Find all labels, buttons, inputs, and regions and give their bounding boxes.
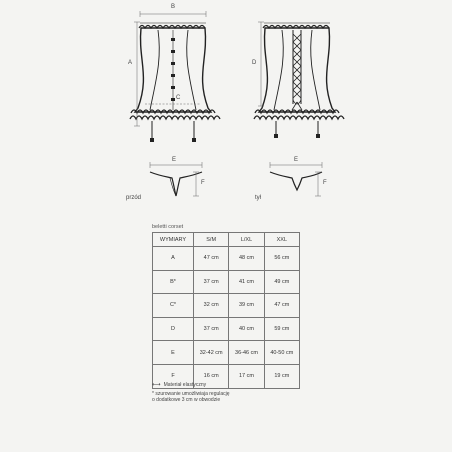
dim-label-c: C [176,95,181,101]
table-cell: 19 cm [264,364,299,388]
table-cell: 59 cm [264,317,299,341]
dim-label-e-back: E [294,157,299,163]
table-row [153,317,300,341]
legend-elastic-row [152,382,230,388]
product-name: beletti corset [152,224,184,230]
size-table [152,232,300,389]
table-cell: 47 cm [194,247,229,271]
caption-back: tył [255,195,261,201]
table-cell: 32 cm [194,294,229,318]
dim-label-f-front: F [201,180,205,186]
dim-label-d: D [252,60,257,66]
thong-back-drawing [270,172,322,190]
elastic-arrow-icon: ⟷ [152,382,160,388]
table-cell: 40 cm [229,317,264,341]
header-cell: S/M [194,233,229,247]
table-cell: 16 cm [194,364,229,388]
dim-label-a: A [128,60,133,66]
thong-back-dimension-lines [270,162,322,196]
table-row [153,270,300,294]
back-dimension-lines [258,22,264,106]
table-cell: 37 cm [194,270,229,294]
header-cell: WYMIARY [153,233,194,247]
dim-label-f-back: F [323,180,327,186]
corset-front-drawing [130,23,220,142]
table-cell: 39 cm [229,294,264,318]
caption-front: przód [126,195,142,201]
table-cell: 36-46 cm [229,341,264,365]
table-cell: 32-42 cm [194,341,229,365]
table-cell: D [153,317,194,341]
legend-note-line2: o dodatkowe 3 cm w obwodzie [152,397,221,403]
legend-elastic-label: Materiał elastyczny [163,382,207,388]
table-cell: F [153,364,194,388]
table-cell: 17 cm [229,364,264,388]
header-cell: L/XL [229,233,264,247]
legend [152,382,230,403]
header-cell: XXL [264,233,299,247]
legend-note-line1: * szurowanie umożliwiaja regulację [152,391,230,397]
table-row [153,247,300,271]
table-cell: 41 cm [229,270,264,294]
table-cell: B* [153,270,194,294]
table-row [153,341,300,365]
table-row [153,294,300,318]
size-table-header-row [153,233,300,247]
table-cell: E [153,341,194,365]
thong-front-drawing [150,172,202,196]
table-cell: 47 cm [264,294,299,318]
table-cell: 40-50 cm [264,341,299,365]
thong-front-dimension-lines [150,162,202,196]
table-cell: 37 cm [194,317,229,341]
table-cell: C* [153,294,194,318]
table-cell: 56 cm [264,247,299,271]
table-cell: 49 cm [264,270,299,294]
dim-label-e-front: E [172,157,177,163]
corset-back-drawing [254,23,344,138]
table-cell: 48 cm [229,247,264,271]
dim-label-b: B [171,4,176,10]
table-cell: A [153,247,194,271]
